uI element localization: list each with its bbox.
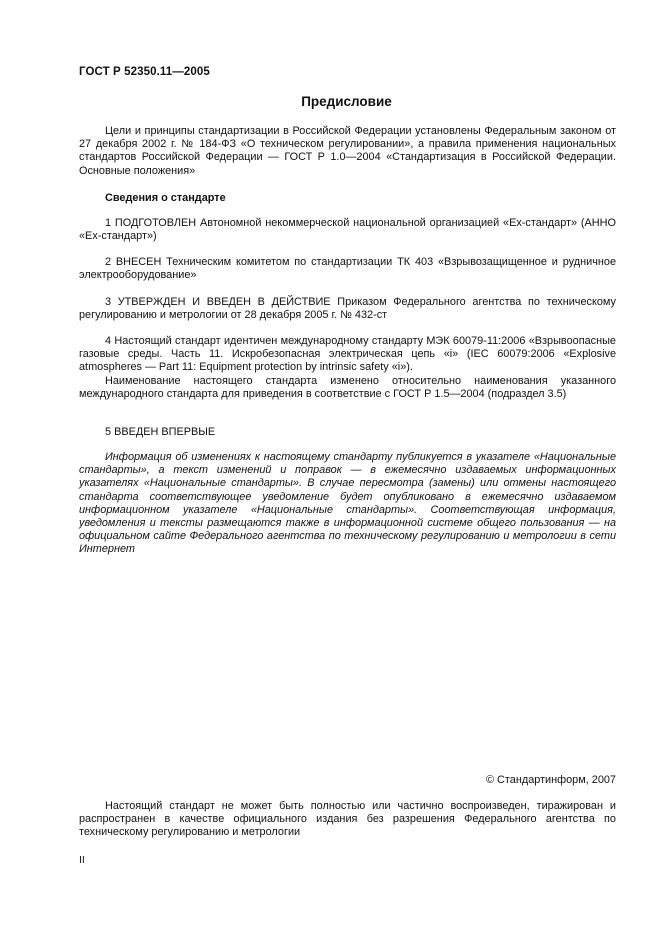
info-notice-text: Информация об изменениях к настоящему стандарту публикуется в указателе «Национальные стандарты», а текст изменений и поправок — в ежемесячно издаваемых информационных указателях «Национальные стандарты». В случае пересмотра (замены) или отмены настоящего стандарта соответствующее уведомление будет опубликовано в ежемесячно издаваемом информационном указателе «Национальные стандарты». Соответствующая информация, уведомления и тексты размещаются также в информационной системе общего пользования — на официальном сайте Федерального агентства по техническому регулированию и метрологии в сети Интернет (79, 451, 616, 556)
info-notice (79, 451, 616, 557)
item-1-text: 1 ПОДГОТОВЛЕН Автономной некоммерческой национальной организацией «Ех-стандарт» (АННО «Ех-стандарт») (79, 217, 616, 243)
copyright: © Стандартинформ, 2007 (485, 774, 616, 786)
item-3-text: 3 УТВЕРЖДЕН И ВВЕДЕН В ДЕЙСТВИЕ Приказом Федерального агентства по техническому регулированию и метрологии от 28 декабря 2005 г. № 432-ст (79, 296, 616, 322)
page-number: II (79, 854, 85, 866)
item-1 (79, 217, 616, 243)
item-4 (79, 335, 616, 401)
page-title: Предисловие (301, 94, 392, 109)
reproduction-notice (79, 800, 616, 840)
section-heading: Сведения о стандарте (105, 192, 226, 204)
item-5-text: 5 ВВЕДЕН ВПЕРВЫЕ (105, 426, 216, 438)
item-2-text: 2 ВНЕСЕН Техническим комитетом по стандартизации ТК 403 «Взрывозащищенное и рудничное электрооборудование» (79, 256, 616, 282)
item-3 (79, 296, 616, 322)
item-4-text: 4 Настоящий стандарт идентичен международному стандарту МЭК 60079-11:2006 «Взрывоопасные газовые среды. Часть 11. Искробезопасная электрическая цепь «i» (IEC 60079:2006 «Explosive atmospheres — Part 11: Equipment protection by intrinsic safety «i»). (79, 335, 616, 374)
intro-text: Цели и принципы стандартизации в Российской Федерации установлены Федеральным законом от 27 декабря 2002 г. № 184-ФЗ «О техническом регулировании», а правила применения национальных стандартов Российской Федерации — ГОСТ Р 1.0—2004 «Стандартизация в Российской Федерации. Основные положения» (79, 125, 616, 177)
item-4-note: Наименование настоящего стандарта изменено относительно наименования указанного международного стандарта для приведения в соответствие с ГОСТ Р 1.5—2004 (подраздел 3.5) (79, 374, 616, 400)
intro-paragraph (79, 125, 616, 178)
item-5 (79, 426, 616, 439)
standard-number: ГОСТ Р 52350.11—2005 (79, 66, 210, 78)
reproduction-notice-text: Настоящий стандарт не может быть полностью или частично воспроизведен, тиражирован и распространен в качестве официального издания без разрешения Федерального агентства по техническому регулированию и метрологии (79, 800, 616, 839)
item-2 (79, 256, 616, 282)
